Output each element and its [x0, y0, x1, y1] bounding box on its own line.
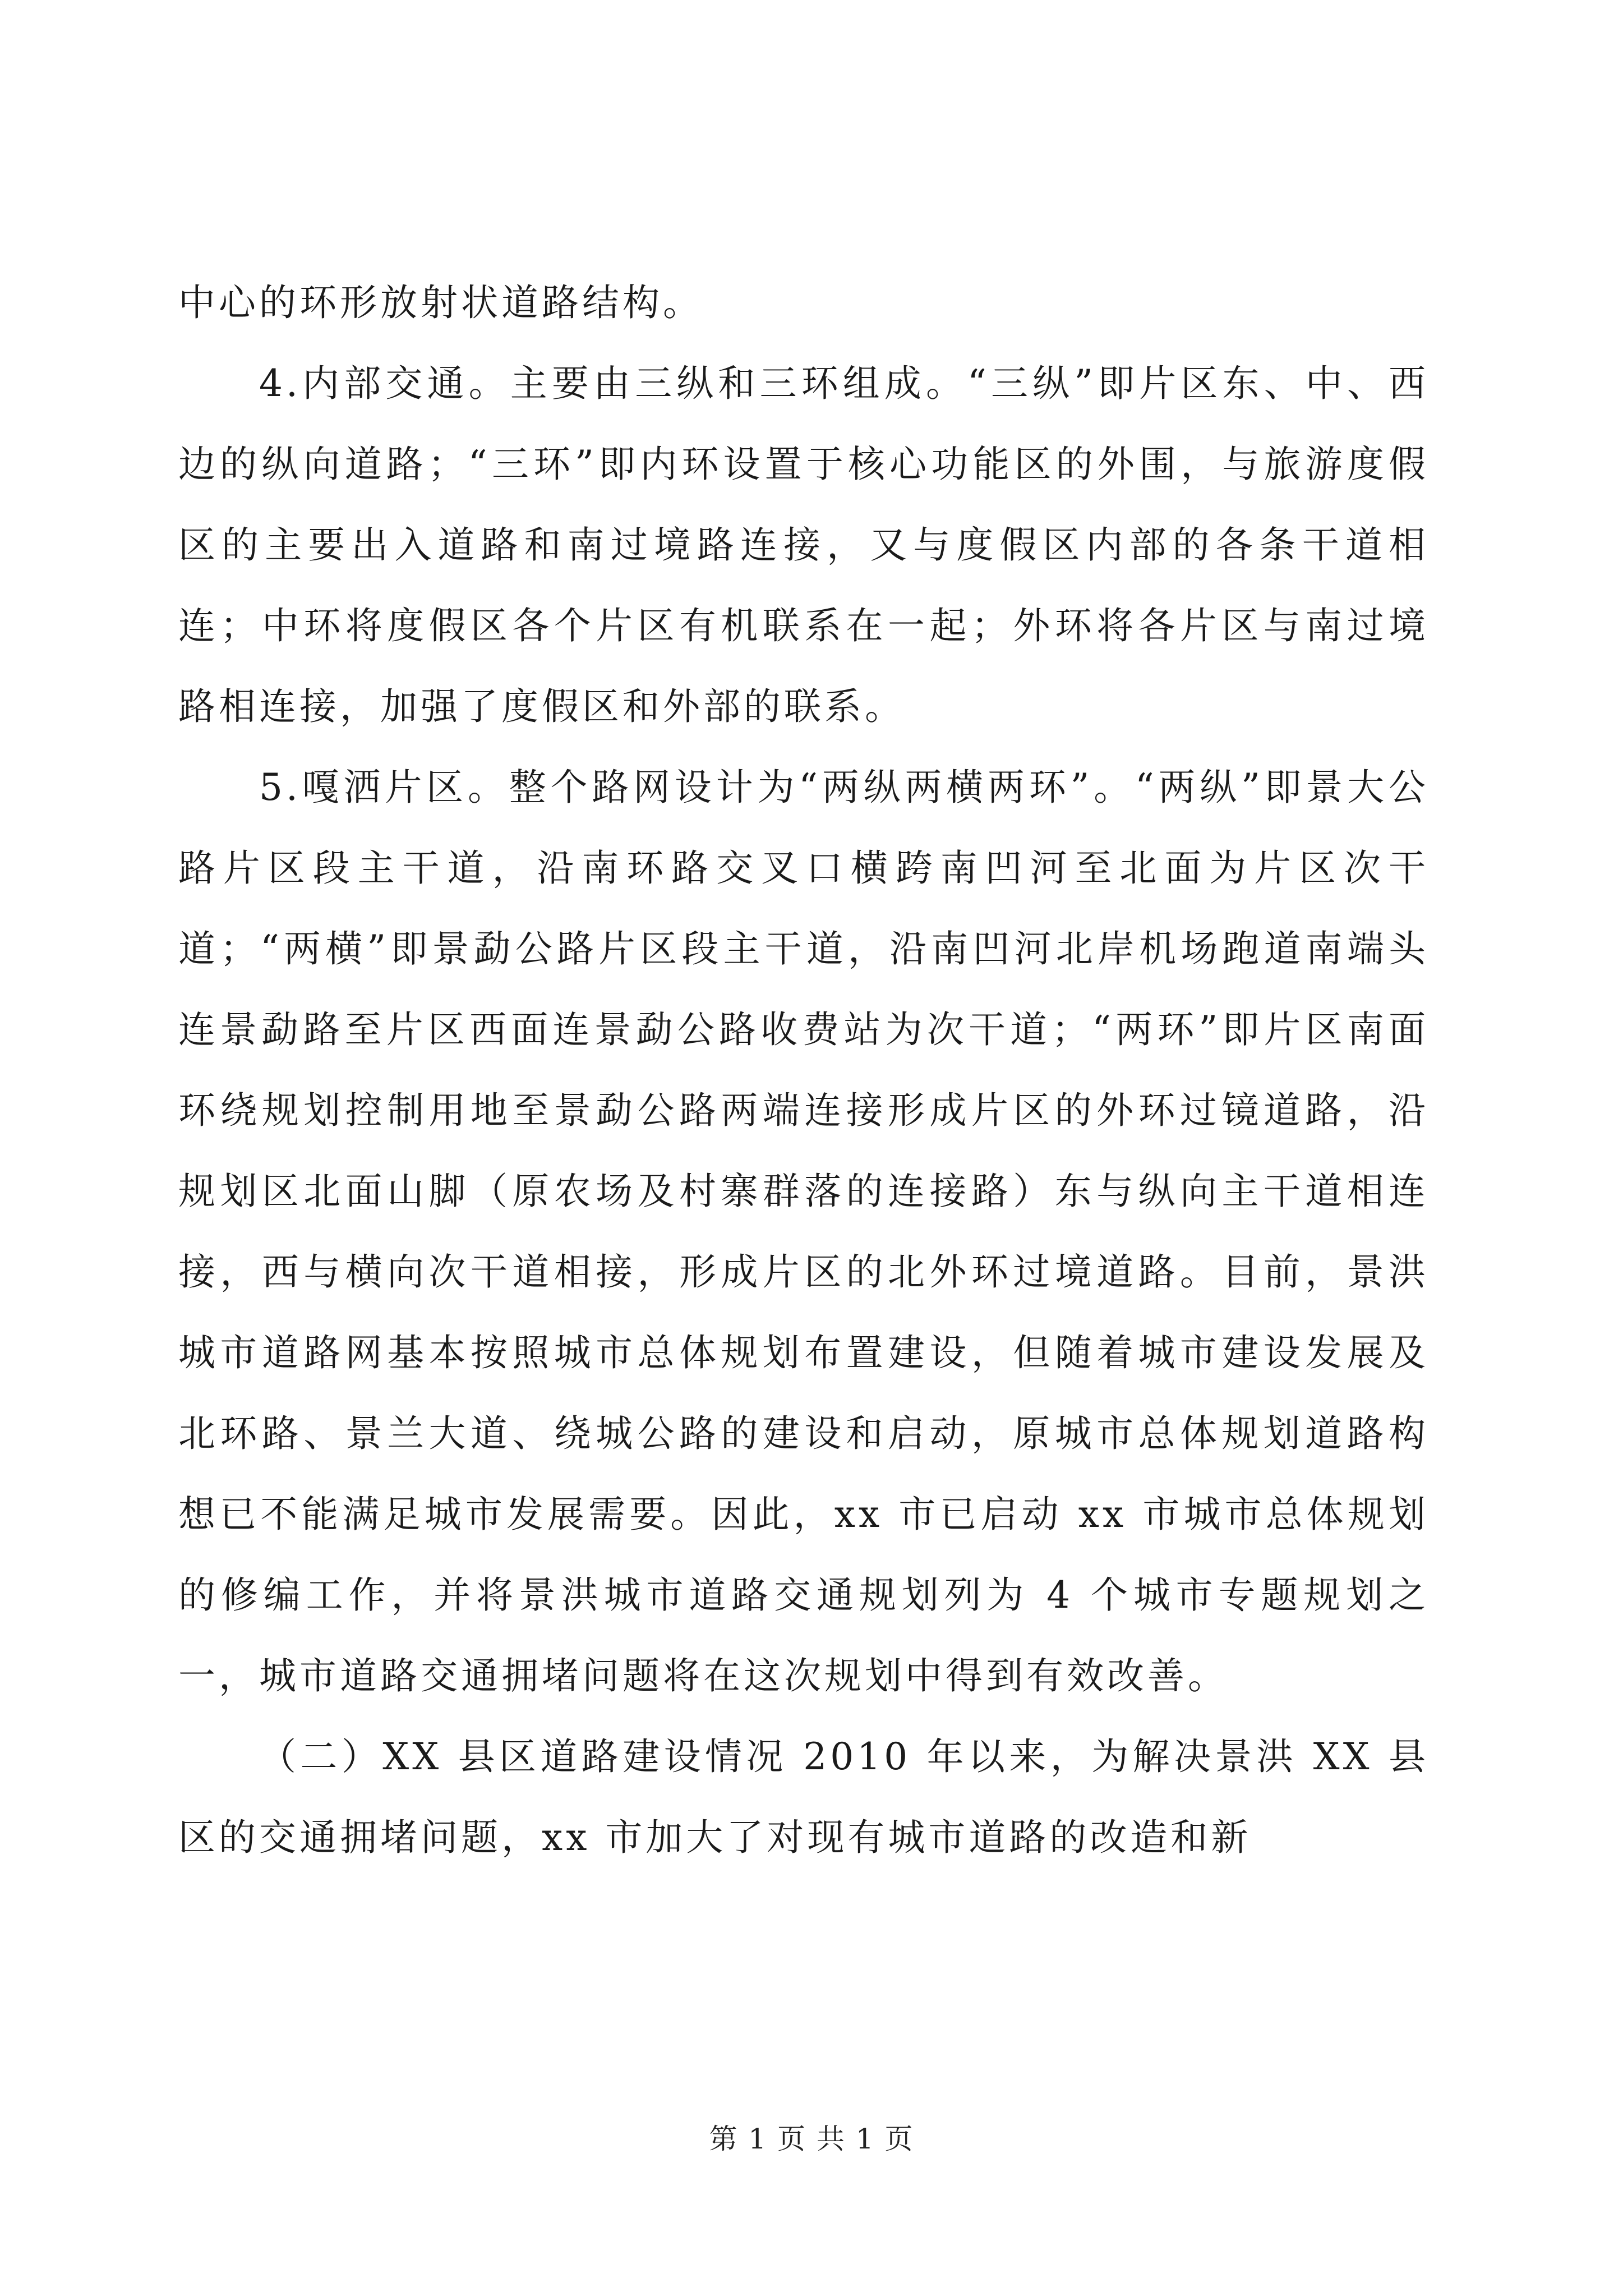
- document-body: [178, 263, 1429, 1878]
- paragraph-1: 中心的环形放射状道路结构。: [178, 281, 703, 324]
- paragraph-3: 5.嘎洒片区。整个路网设计为“两纵两横两环”。“两纵”即景大公路片区段主干道，沿南环路交叉口横跨南凹河至北面为片区次干道；“两横”即景勐公路片区段主干道，沿南凹河北岸机场跑道南端头连景勐路至片区西面连景勐公路收费站为次干道；“两环”即片区南面环绕规划控制用地至景勐公路两端连接形成片区的外环过镜道路，沿规划区北面山脚（原农场及村寨群落的连接路）东与纵向主干道相连接，西与横向次干道相接，形成片区的北外环过境道路。目前，景洪城市道路网基本按照城市总体规划布置建设，但随着城市建设发展及北环路、景兰大道、绕城公路的建设和启动，原城市总体规划道路构想已不能满足城市发展需要。因此，xx 市已启动 xx 市城市总体规划的修编工作，并将景洪城市道路交通规划列为 4 个城市专题规划之一，城市道路交通拥堵问题将在这次规划中得到有效改善。: [178, 766, 1429, 1697]
- page-footer: 第 1 页 共 1 页: [709, 2123, 914, 2155]
- paragraph-2: 4.内部交通。主要由三纵和三环组成。“三纵”即片区东、中、西边的纵向道路；“三环”即内环设置于核心功能区的外围，与旅游度假区的主要出入道路和南过境路连接，又与度假区内部的各条干道相连；中环将度假区各个片区有机联系在一起；外环将各片区与南过境路相连接，加强了度假区和外部的联系。: [178, 362, 1429, 728]
- paragraph-4: （二）XX 县区道路建设情况 2010 年以来，为解决景洪 XX 县区的交通拥堵问题，xx 市加大了对现有城市道路的改造和新: [178, 1735, 1429, 1859]
